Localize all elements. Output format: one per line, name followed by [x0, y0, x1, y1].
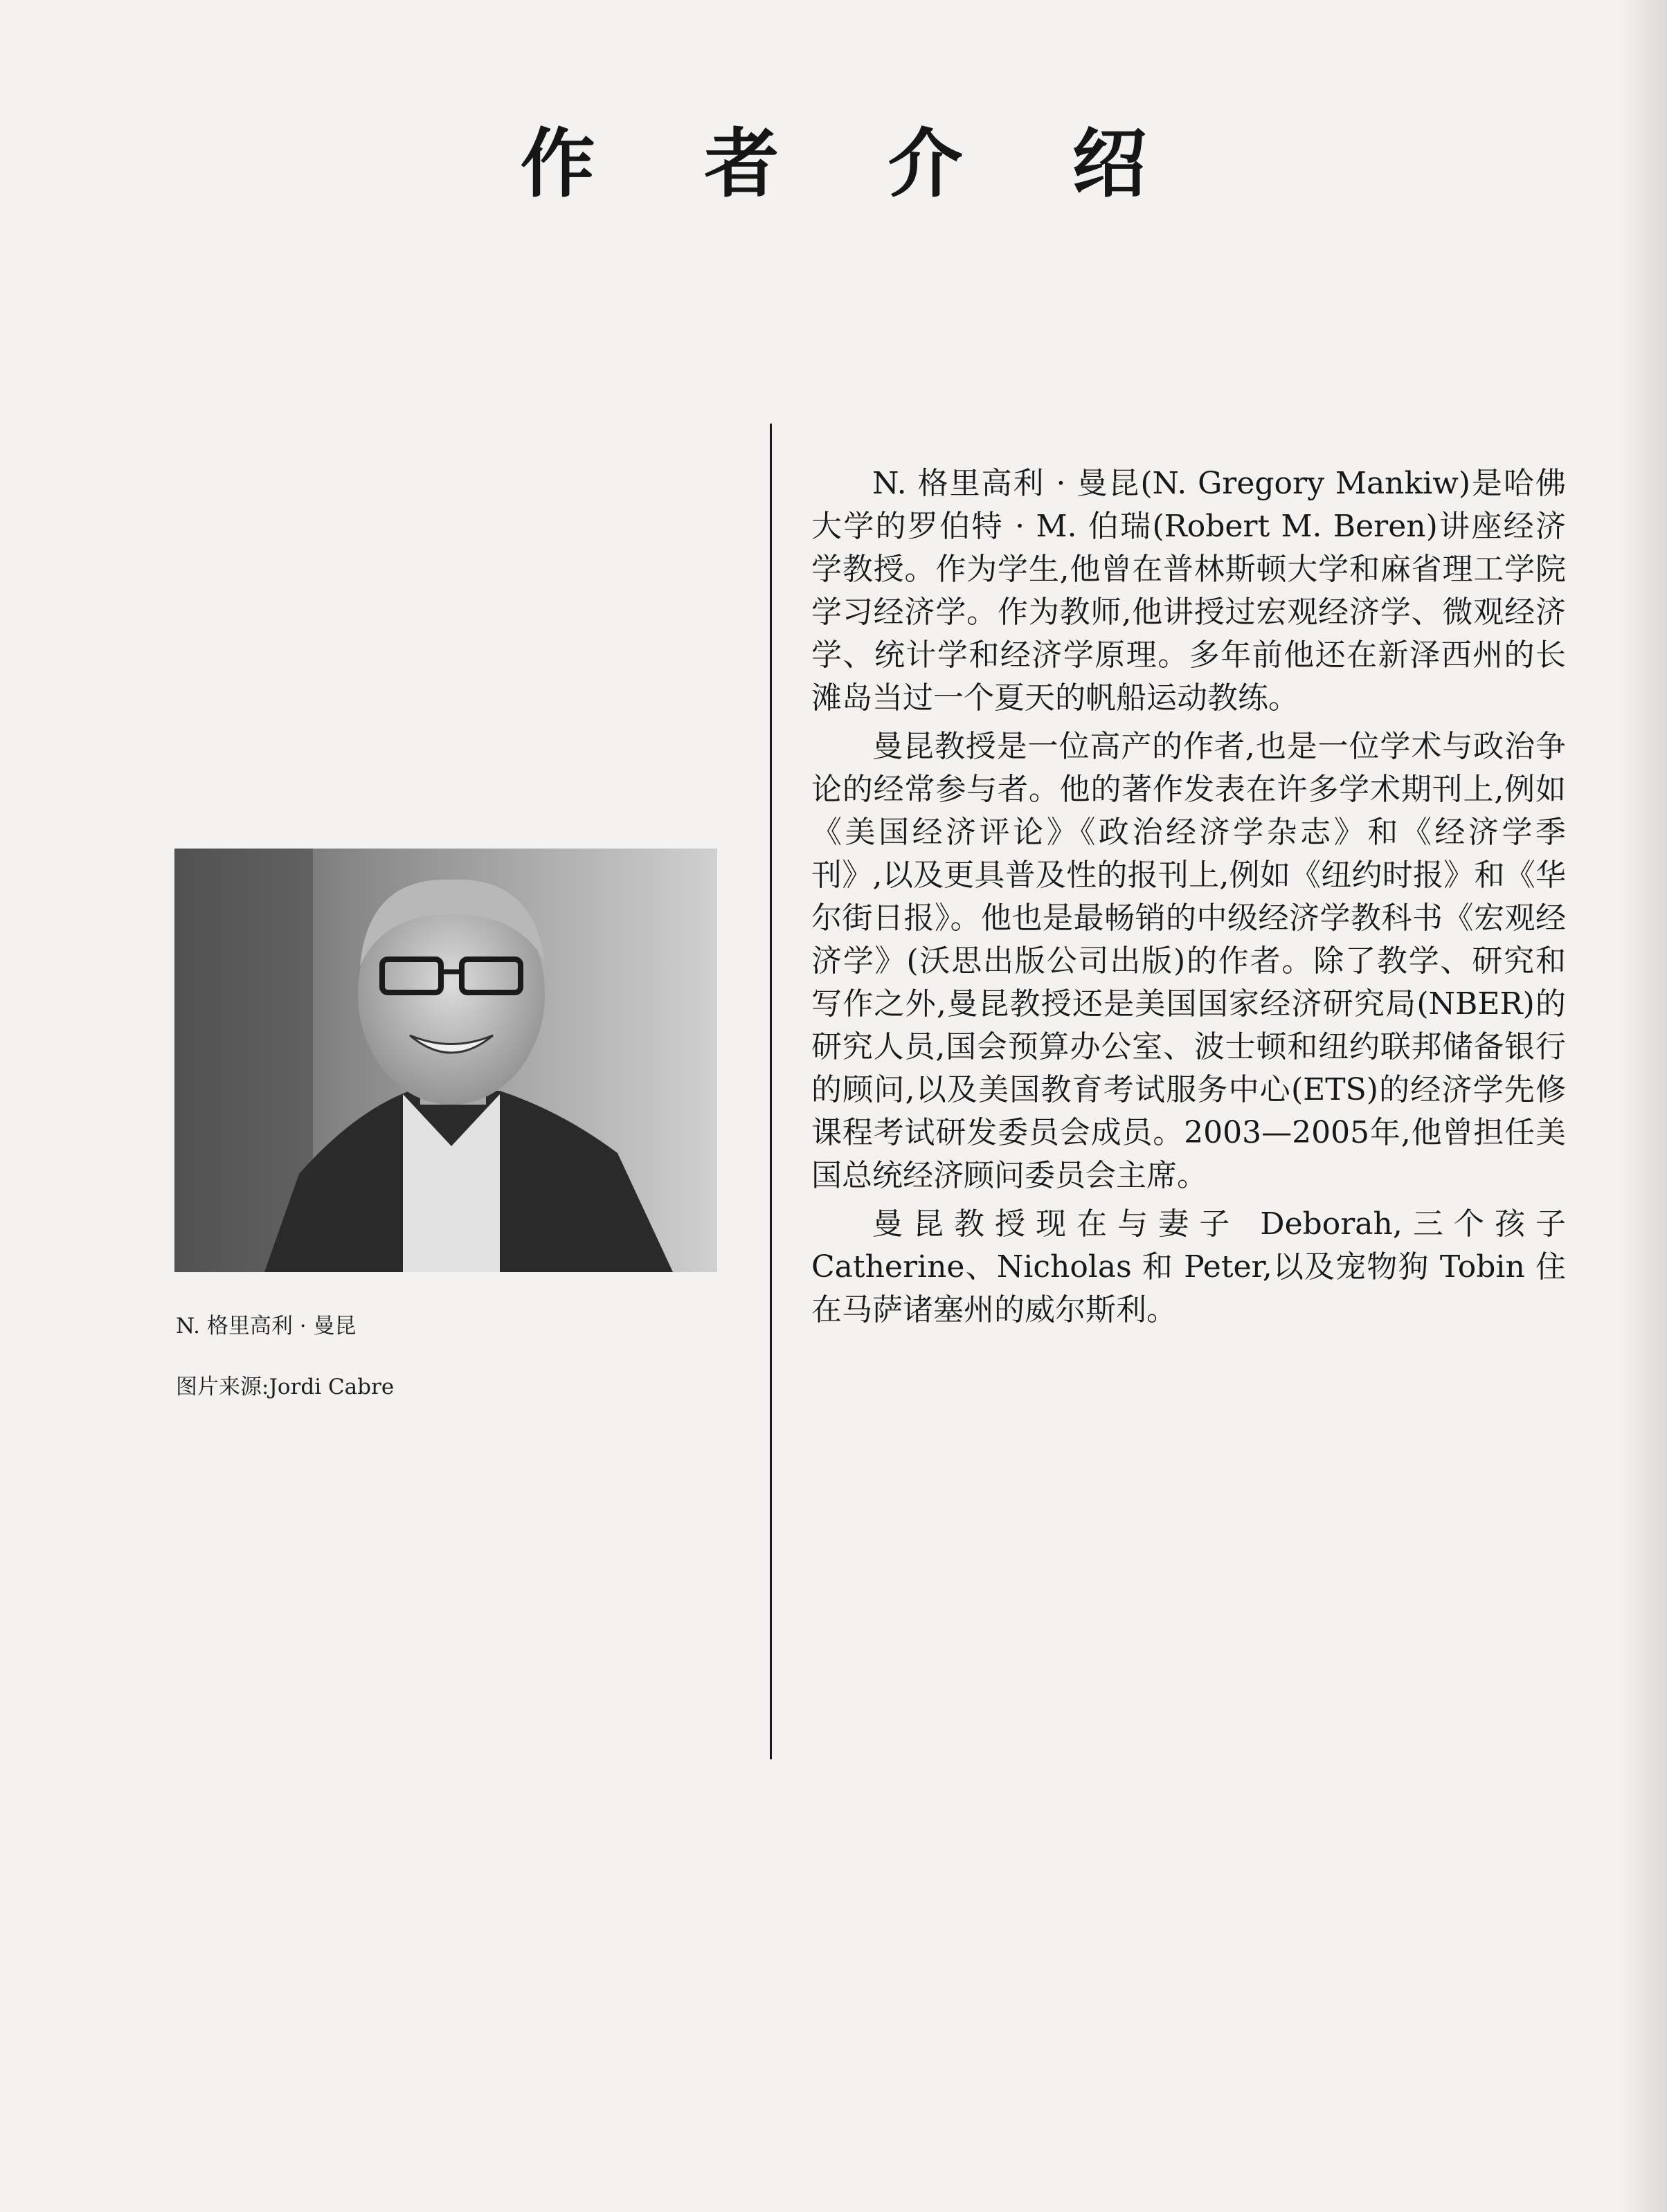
photo-credit-caption: 图片来源:Jordi Cabre — [176, 1375, 395, 1399]
page-title: 作 者 介 绍 — [520, 121, 1189, 208]
photo-name-caption: N. 格里高利 · 曼昆 — [176, 1314, 357, 1339]
bio-paragraph: 曼昆教授是一位高产的作者,也是一位学术与政治争论的经常参与者。他的著作发表在许多学术期刊上,例如《美国经济评论》《政治经济学杂志》和《经济学季刊》,以及更具普及性的报刊上,例如《纽约时报》和《华尔街日报》。他也是最畅销的中级经济学教科书《宏观经济学》(沃思出版公司出版)的作者。除了教学、研究和写作之外,曼昆教授还是美国国家经济研究局(NBER)的研究人员,国会预算办公室、波士顿和纽约联邦储备银行的顾问,以及美国教育考试服务中心(ETS)的经济学先修课程考试研发委员会成员。2003—2005年,他曾担任美国总统经济顾问委员会主席。 — [811, 729, 1566, 1193]
bio-paragraph: 曼昆教授现在与妻子 Deborah,三个孩子 Catherine、Nicholas 和 Peter,以及宠物狗 Tobin 住在马萨诸塞州的威尔斯利。 — [811, 1206, 1566, 1327]
author-bio — [811, 462, 1566, 1337]
column-divider — [770, 424, 772, 1759]
author-photo — [174, 849, 717, 1272]
bio-paragraph: N. 格里高利 · 曼昆(N. Gregory Mankiw)是哈佛大学的罗伯特 · M. 伯瑞(Robert M. Beren)讲座经济学教授。作为学生,他曾在普林斯顿大学和麻省理工学院学习经济学。作为教师,他讲授过宏观经济学、微观经济学、统计学和经济学原理。多年前他还在新泽西州的长滩岛当过一个夏天的帆船运动教练。 — [811, 466, 1566, 716]
page-edge-shadow — [1619, 0, 1667, 2212]
